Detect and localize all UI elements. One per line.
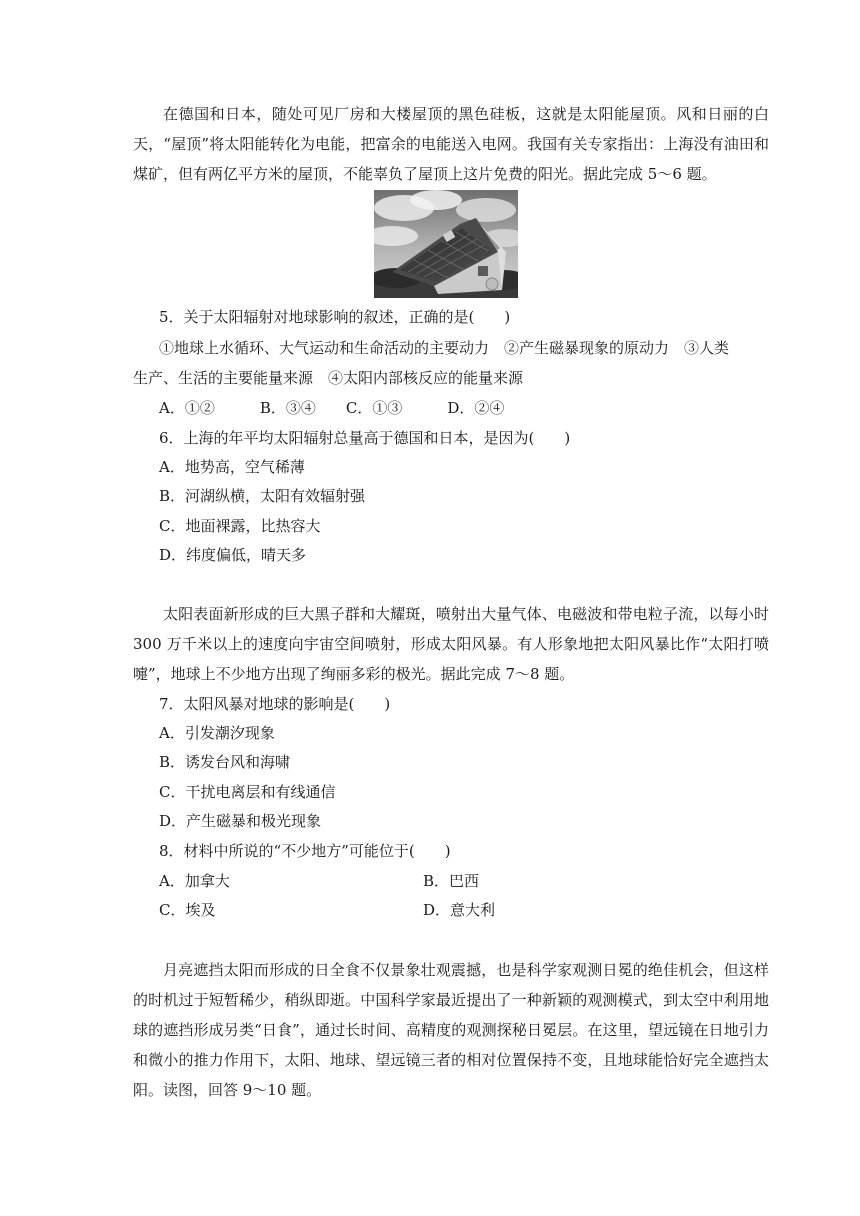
q7-stem: 7．太阳风暴对地球的影响是( ) (159, 695, 391, 713)
q5-stem: 5．关于太阳辐射对地球影响的叙述，正确的是( ) (159, 308, 511, 326)
q8-option-a: A．加拿大 (159, 872, 230, 890)
solar-roof-house-photo (374, 190, 518, 298)
house-photo-graphic (374, 190, 518, 298)
q8-option-b: B．巴西 (423, 872, 480, 890)
q5-items-line2: 生产、生活的主要能量来源 ④太阳内部核反应的能量来源 (133, 369, 524, 387)
q6-option-a: A．地势高，空气稀薄 (159, 458, 305, 476)
q8-option-c: C．埃及 (159, 901, 216, 919)
q6-stem: 6．上海的年平均太阳辐射总量高于德国和日本，是因为( ) (159, 429, 571, 447)
q8-option-d: D．意大利 (423, 901, 496, 919)
q7-option-b: B．诱发台风和海啸 (159, 753, 291, 771)
passage-solar-roof: 在德国和日本，随处可见厂房和大楼屋顶的黑色硅板，这就是太阳能屋顶。风和日丽的白天，“屋顶”将太阳能转化为电能，把富余的电能送入电网。我国有关专家指出：上海没有油田和煤矿，但有两亿平方米的屋顶，不能辜负了屋顶上这片免费的阳光。据此完成 5～6 题。 (133, 105, 769, 183)
q5-options: A．①② B．③④ C．①③ D．②④ (159, 399, 505, 417)
passage-solar-eclipse: 月亮遮挡太阳而形成的日全食不仅景象壮观震撼，也是科学家观测日冕的绝佳机会，但这样的时机过于短暂稀少，稍纵即逝。中国科学家最近提出了一种新颖的观测模式，到太空中利用地球的遮挡形成另类“日食”，通过长时间、高精度的观测探秘日冕层。在这里，望远镜在日地引力和微小的推力作用下，太阳、地球、望远镜三者的相对位置保持不变，且地球能恰好完全遮挡太阳。读图，回答 9～10 题。 (133, 961, 769, 1099)
q6-option-b: B．河湖纵横，太阳有效辐射强 (159, 487, 366, 505)
q8-stem: 8．材料中所说的“不少地方”可能位于( ) (159, 842, 451, 860)
q6-option-d: D．纬度偏低，晴天多 (159, 546, 307, 564)
q7-option-c: C．干扰电离层和有线通信 (159, 783, 336, 801)
q5-items-line1: ①地球上水循环、大气运动和生命活动的主要动力 ②产生磁暴现象的原动力 ③人类 (159, 339, 730, 357)
passage-solar-storm: 太阳表面新形成的巨大黑子群和大耀斑，喷射出大量气体、电磁波和带电粒子流，以每小时 300 万千米以上的速度向宇宙空间喷射，形成太阳风暴。有人形象地把太阳风暴比作“太阳打喷嚏”，地球上不少地方出现了绚丽多彩的极光。据此完成 7～8 题。 (133, 605, 769, 683)
q7-option-a: A．引发潮汐现象 (159, 724, 275, 742)
q7-option-d: D．产生磁暴和极光现象 (159, 812, 322, 830)
q6-option-c: C．地面裸露，比热容大 (159, 517, 321, 535)
